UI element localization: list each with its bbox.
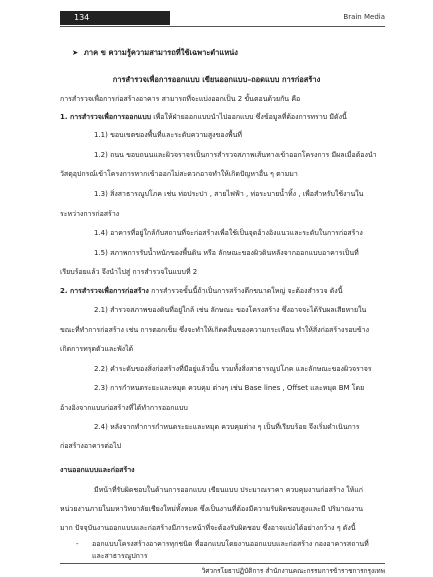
section-heading-text: ภาค ข ความรู้ความสามารถที่ใช้เฉพาะตำแหน่ง [83,48,238,57]
arrow-bullet-icon: ➤ [72,48,79,57]
dash-bullet: - [76,540,79,548]
item-2-1: 2.1) สำรวจสภาพของดินที่อยู่ใกล้ เช่น ลักษณะ ของโครงสร้าง ซึ่งอาจจะได้รับผลเสียหายใน [94,306,367,314]
bullet-item-line-1: ออกแบบโครงสร้างอาคารทุกชนิด ที่ออกแบบโดยงานออกแบบและก่อสร้าง กองอาคารสถานที่ [92,540,369,548]
page-subtitle: การสำรวจเพื่อการออกแบบ เขียนออกแบบ–ถอดแบบ การก่อสร้าง [112,75,321,84]
item-1-5: 1.5) สภาพการรับน้ำหนักของพื้นดิน หรือ ลักษณะของผิวดินหลังจากออกแบบอาคารเป็นที่ [94,249,359,257]
section-2-para-3: มาก ปัจจุบันงานออกแบบและก่อสร้างมีภาระหน้าที่จะต้องรับผิดชอบ ซึ่งอาจแบ่งได้อย่างกว้าง ๆ ดังนี้ [60,524,356,532]
item-2-1-cont2: เกิดการทรุดตัวและพังได้ [60,345,134,353]
publisher-name: Brain Media [343,13,385,21]
item-2-title: 2. การสำรวจเพื่อการก่อสร้าง [60,287,149,295]
item-1-title: 1. การสำรวจเพื่อการออกแบบ [60,113,152,121]
item-2-4-cont: ก่อสร้างอาคารต่อไป [60,442,122,450]
section-heading [72,47,238,59]
item-2-1-cont: ขณะที่ทำการก่อสร้าง เช่น การตอกเข็ม ซึ่งจะทำให้เกิดคลื่นของความกระเทือน ทำให้สิ่งก่อสร้างรอบข้าง [60,326,369,334]
item-2-3: 2.3) การกำหนดระยะและหมุด ควบคุม ต่างๆ เช่น Base lines , Offset และหมุด BM โดย [94,384,365,392]
bullet-item-line-2: และสาธารณูปการ [92,552,148,560]
item-1-2-cont: วัสดุอุปกรณ์เข้าโครงการหากเข้าออกไม่สะดวกอาจทำให้เกิดปัญหาอื่น ๆ ตามมา [60,170,298,178]
item-1-text: เพื่อให้ฝ่ายออกแบบนำไปออกแบบ ซึ่งข้อมูลที่ต้องการทราบ มีดังนี้ [151,113,347,121]
page-number: 134 [60,11,170,25]
section-2-para-1: มีหน้าที่รับผิดชอบในด้านการออกแบบ เขียนแบบ ประมาณราคา ควบคุมงานก่อสร้าง ให้แก่ [94,486,364,494]
item-1-1: 1.1) ขอบเขตของพื้นที่และระดับความสูงของพื้นที่ [94,131,243,139]
intro-line: การสำรวจเพื่อการก่อสร้างอาคาร สามารถที่จะแบ่งออกเป็น 2 ขั้นตอนด้วยกัน คือ [60,95,301,103]
item-2-2: 2.2) คำระดับของสิ่งก่อสร้างที่มีอยู่แล้วนั้น รวมทั้งสิ่งสาธารณูปโภค และลักษณะของผิวจราจร [94,365,372,373]
footer-text: วิศวกรโยธาปฏิบัติการ สำนักงานคณะกรรมการข้าราชการกรุงเทพ [201,567,385,575]
item-2-line [60,287,343,296]
section-2-para-2: หน่วยงานภายในมหาวิทยาลัยเชียงใหม่ทั้งหมด ซึ่งเป็นงานที่ต้องมีความรับผิดชอบสูงและมี ปริมาณงาน [60,505,364,513]
item-2-text: การสำรวจขั้นนี้ถ้าเป็นการสร้างตึกขนาดใหญ่ จะต้องสำรวจ ดังนี้ [148,287,343,295]
footer-divider [60,563,385,564]
item-2-4: 2.4) หลังจากทำการกำหนดระยะและหมุด ควบคุมต่าง ๆ เป็นที่เรียบร้อย จึงเริ่มดำเนินการ [94,423,360,431]
item-1-5-cont: เรียบร้อยแล้ว จึงนำไปสู่ การสำรวจในแบบที่ 2 [60,268,198,276]
item-2-3-cont: อ้างอิงจากแบบก่อสร้างที่ได้ทำการออกแบบ [60,404,188,412]
header-divider [60,26,385,27]
item-1-3: 1.3) สิ่งสาธารณูปโภค เช่น ท่อประปา , สายไฟฟ้า , ท่อระบายน้ำทิ้ง , เพื่อสำหรับใช้งานใน [94,190,364,198]
item-1-2: 1.2) ถนน ขอบถนนและผิวจราจรเป็นการสำรวจสภาพเส้นทางเข้าออกโครงการ มีผลเมื่อต้องนำ [94,151,377,159]
item-1-3-cont: ระหว่างการก่อสร้าง [60,210,120,218]
item-1-4: 1.4) อาคารที่อยู่ใกล้กับสถานที่จะก่อสร้างเพื่อใช้เป็นจุดอ้างอิงแนวและระดับในการก่อสร้าง [94,229,363,237]
item-1-line [60,113,347,122]
page-header [0,0,433,26]
section-2-heading: งานออกแบบและก่อสร้าง [60,466,135,474]
